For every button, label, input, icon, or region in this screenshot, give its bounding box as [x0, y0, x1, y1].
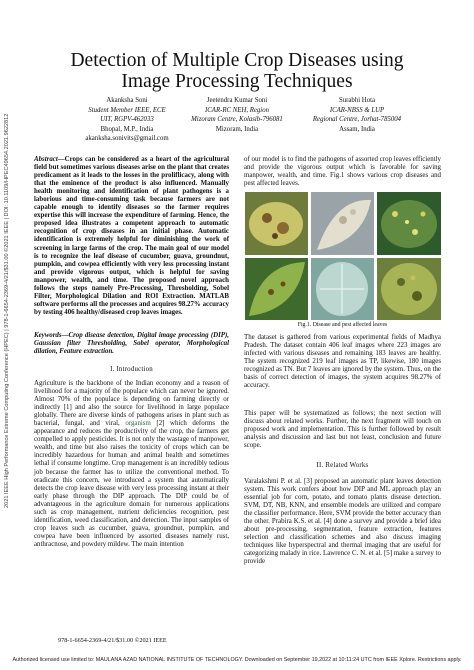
author-email: akanksha.sonivits@gmail.com [85, 135, 169, 143]
author-org: UIT, RGPV-462033 [100, 116, 154, 124]
dataset-paragraph: The dataset is gathered from various experimental fields of Madhya Pradesh. The dataset contain 406 leaf images where 223 images are infected with various diseases and remaining 183 leaves are healthy. The system recognized 219 leaf images as TP, likewise, 180 images recognized as TN. But 7 leaves are ignored by the system. Thus, on the basis of correct detection of images, the system acquires 98.27% of accuracy. [244, 334, 441, 390]
keywords-label: Keywords— [34, 332, 69, 339]
author-name: Surabhi Hota [338, 97, 376, 104]
intro-text-1: Agriculture is the backbone of the Indian economy and a reason of livelihood for a majority of the populace which can never be ignored. Almost 70% of the populace is depending on farming directly or indirectly [1] and also the source for livelihood in large populace globally. There are diverse kinds of pathogens arises in plant such as bacterial, fungal, and viral, [34, 380, 229, 428]
diseased-leaf-1 [245, 192, 308, 255]
intro-highlighted-term: organism [125, 420, 151, 428]
introduction-paragraph [34, 380, 229, 549]
author-location: Assam, India [339, 125, 375, 133]
diseased-leaf-2 [311, 192, 374, 255]
author-name: Jeetendra Kumar Soni [206, 97, 268, 104]
license-notice: Authorized licensed use limited to: MAULANA AZAD NATIONAL INSTITUTE OF TECHNOLOGY. Downloaded on September 19,2022 at 10:11:24 UTC from IEEE Xplore. Restrictions apply. [12, 657, 462, 663]
organization-paragraph: This paper will be systematized as follows; the next section will discuss about related works. Further, the next fragment will touch on proposed work and implementation. This is further followed by result analysis and discussion and last but not least, conclusion and future scope. [244, 410, 441, 450]
figure-caption: Fig.1. Disease and pest affected leaves [297, 322, 388, 328]
abstract-text: Crops can be considered as a heart of the agricultural field but sometimes various diseases arise on the plant that creates predicament as it leads to the losses in the proliflicacy, along with that the eminence of the product is also influenced. Manually health monitoring and identification of plant pathogens is a laborious and time-consuming task because farmers are not capable enough to identify diseases so the farmer requires expertise this will increase the expenditure of farming. Hence, the proposed idea illustrates a competent approach to automatic recognition of crop diseases in an initial phase. Automatic identification is extremely helpful for diminishing the work of screening in large farms of the crop. The main goal of our model is to recognize the leaf disease of cucumber, guava, groundnut, pumpkin, and cowpea efficiently with very less processing instant and provide vigorous output, which is helpful for saving manpower, wealth, and time. The proposed novel approach follows the steps namely Pre-Processing, Thresholding, Sobel Filter, Morphological Dilation and ROI Extraction. MATLAB software performs all the processes and acquires 98.27% accuracy by testing 406 healthy/diseased crop leaves images. [34, 156, 229, 316]
abstract [34, 156, 229, 317]
related-works-paragraph: Varalakshmi P. et al. [3] proposed an automatic plant leaves detection system. This work confers about how DIP and ML approach play an essential job for corn, potato, and tomato plants disease detection. SVM, DT, NB, KNN, and ensemble models are utilized and compare the classifier performance. Here, SVM provide the better accuracy than the other. Prabira K.S. et al. [4] done a survey and provide a brief idea about pre-processing, segmentation, feature extraction, features selection and classification schemes and also discuss imaging techniques like hyperspectral and thermal imaging that are useful for categorizing malady in rice. Lawrence C. N. et al. [5] make a survey to provide [244, 478, 441, 566]
section-heading-related-works: II. Related Works [316, 462, 369, 469]
footer-isbn: 978-1-6654-2369-4/21/$31.00 ©2021 IEEE [58, 637, 167, 644]
title-line-2: Image Processing Techniques [121, 71, 353, 92]
author-role: ICAR-NBSS & LUP [329, 106, 385, 114]
sidebar-citation [4, 113, 14, 508]
author-location: Mizoram, India [215, 125, 259, 133]
diseased-leaf-3 [377, 192, 441, 255]
intro-continued-paragraph: of our model is to find the pathogens of assorted crop leaves efficiently and provide the vigorous output which is favorable for saving manpower, wealth, and time. Fig.1 shows various crop diseases and pest affected leaves. [244, 156, 441, 188]
title-line-1: Detection of Multiple Crop Diseases using [70, 50, 404, 71]
author-name: Akanksha Soni [106, 97, 148, 104]
section-heading-introduction: I. Introduction [110, 366, 153, 373]
keywords [34, 332, 229, 356]
diseased-leaf-5 [311, 258, 374, 320]
intro-text-2: [2] which deforms the appearance and reduces the productivity of the crop, the farmers get compelled to apply pesticides. It is not only the wastage of manpower, wealth, and time but also raises the toxicity of crops which can be incredibly hazardous for human and animal health and sometimes lethal if consume longtime. Crop management is an incredibly tedious job because the farmer has to utilize the conventional method. To eradicate this concern, we introduced a system that automatically detects the crop leave disease with very less processing instant at their early phase through the DIP approach. The DIP could be of advantageous in the agriculture domain for numerous applications such as crop management, nutrient deficiencies recognition, pest identification, weed classification, and detection. The input samples of crop leaves such as cucumber, guava, groundnut, pumpkin, and cowpea have been influenced by assorted diseases namely rust, anthracnose, and powdery mildew. The main intention [34, 420, 229, 548]
diseased-leaf-4 [245, 258, 308, 320]
keywords-text: Crop disease detection, Digital image processing (DIP), Gaussian filter Thresholding, Sobel operator, Morphological dilation, Feature extraction. [34, 332, 229, 356]
author-org: Regional Centre, Jorhat-785004 [312, 116, 402, 124]
paper-title [20, 50, 454, 92]
diseased-leaf-6 [377, 258, 441, 320]
figure-disease-leaves [245, 192, 441, 320]
author-location: Bhopal, M.P., India [100, 125, 154, 133]
author-role: ICAR-RC NEH, Region [205, 106, 269, 114]
author-role: Student Member IEEE, ECE [88, 106, 166, 114]
sidebar-citation-text: 2021 IEEE High Performance Extreme Computing Conference (HPEC) | 978-1-6654-2369-4/21/$31.00 ©2021 IEEE | DOI: 10.1109/HPEC49654.2021.9622812 [4, 113, 10, 508]
author-org: Mizoram Centre, Kolasib-796081 [191, 116, 283, 124]
abstract-label: Abstract— [34, 156, 65, 163]
author-block-3 [282, 96, 432, 134]
